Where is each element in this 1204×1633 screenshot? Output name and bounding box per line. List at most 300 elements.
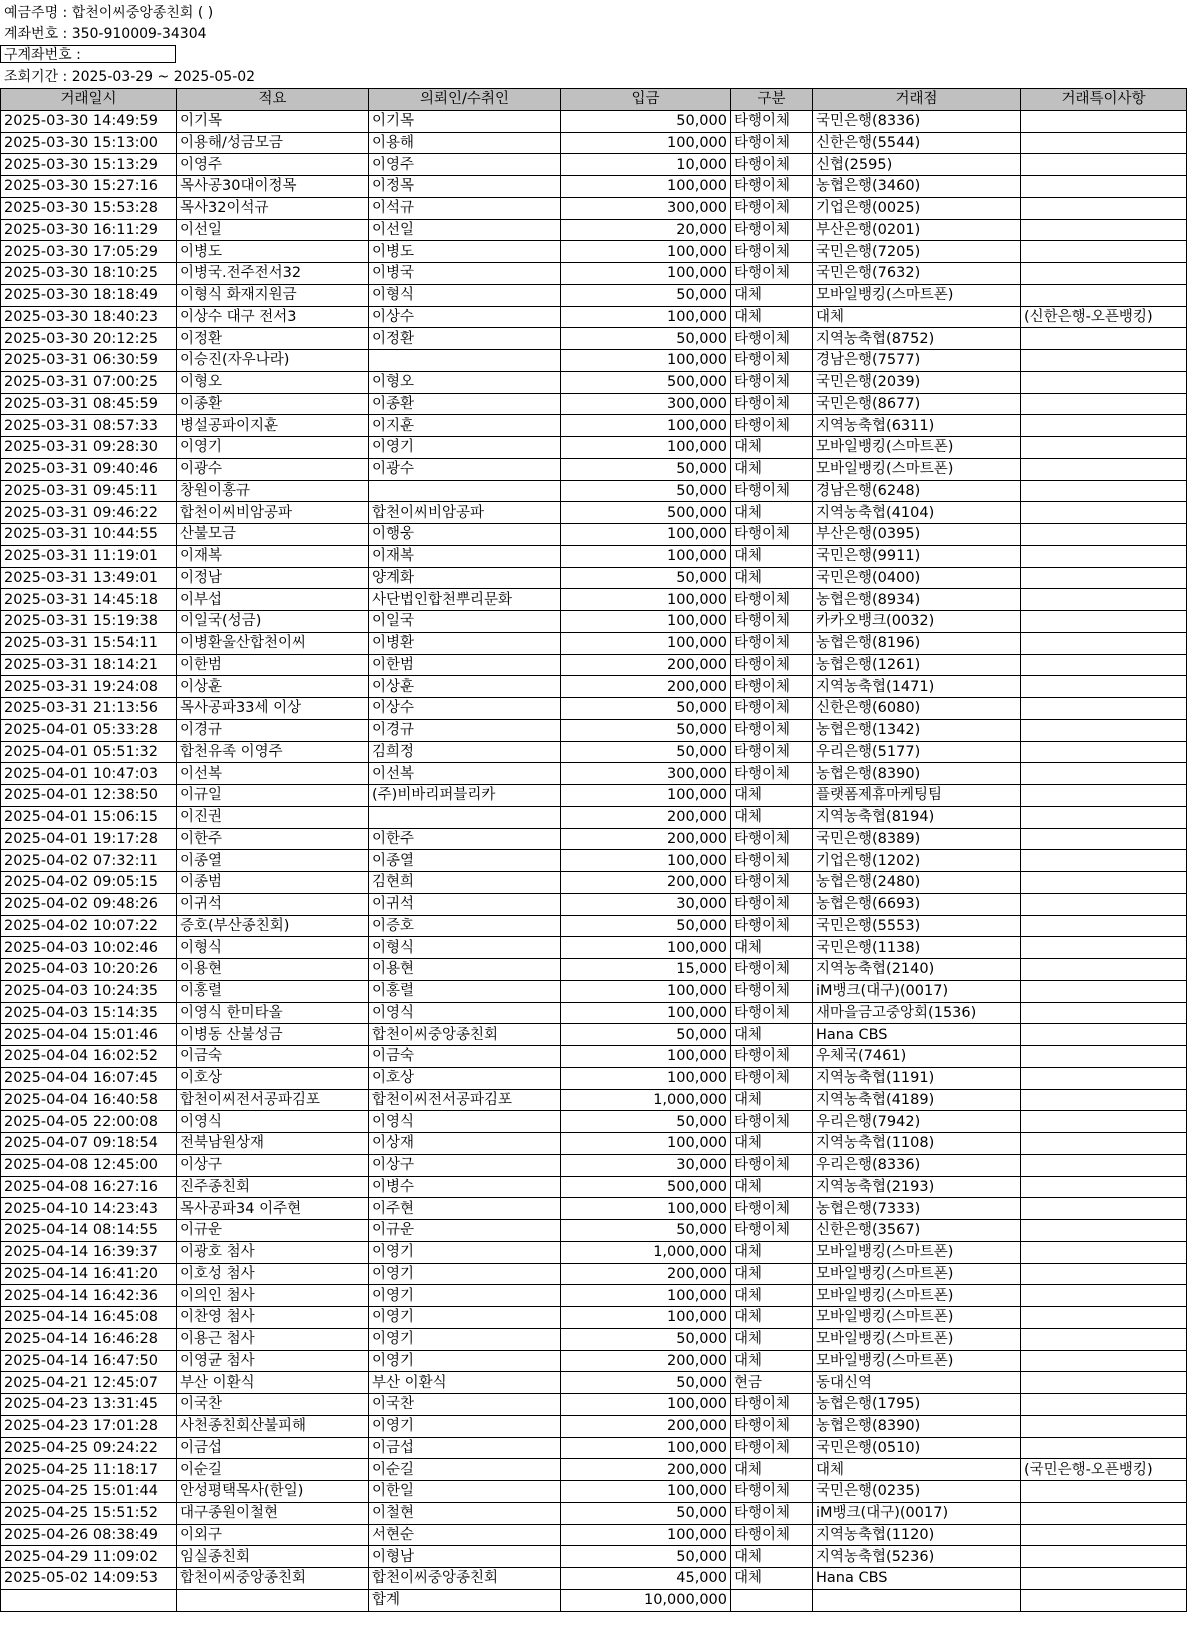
- cell-branch: 지역농축협(8752): [813, 328, 1021, 350]
- table-row: [1, 154, 1187, 176]
- cell-branch: 대체: [813, 306, 1021, 328]
- table-row: [1, 241, 1187, 263]
- table-row: [1, 1502, 1187, 1524]
- cell-sender: 이병도: [369, 241, 561, 263]
- table-row: [1, 741, 1187, 763]
- cell-deposit: 100,000: [561, 132, 731, 154]
- cell-notes: [1021, 1024, 1187, 1046]
- cell-branch: 지역농축협(1108): [813, 1133, 1021, 1155]
- cell-branch: 기업은행(0025): [813, 197, 1021, 219]
- cell-datetime: 2025-04-01 05:33:28: [1, 719, 177, 741]
- cell-branch: 국민은행(8389): [813, 828, 1021, 850]
- cell-sender: 이선복: [369, 763, 561, 785]
- cell-notes: [1021, 1372, 1187, 1394]
- table-row: [1, 1111, 1187, 1133]
- cell-datetime: 2025-04-14 16:39:37: [1, 1241, 177, 1263]
- cell-branch: 경남은행(7577): [813, 350, 1021, 372]
- table-row: [1, 1437, 1187, 1459]
- cell-deposit: 300,000: [561, 393, 731, 415]
- cell-notes: [1021, 806, 1187, 828]
- cell-deposit: 500,000: [561, 371, 731, 393]
- cell-type: 타행이체: [731, 1154, 813, 1176]
- cell-deposit: 100,000: [561, 1002, 731, 1024]
- cell-type: 타행이체: [731, 132, 813, 154]
- cell-datetime: 2025-03-31 09:28:30: [1, 437, 177, 459]
- cell-branch: 지역농축협(2193): [813, 1176, 1021, 1198]
- cell-datetime: 2025-04-04 16:07:45: [1, 1067, 177, 1089]
- cell-memo: 이영식: [177, 1111, 369, 1133]
- table-row: [1, 806, 1187, 828]
- table-row: [1, 1546, 1187, 1568]
- cell-branch: 동대신역: [813, 1372, 1021, 1394]
- cell-sender: 김희정: [369, 741, 561, 763]
- col-header-notes: 거래특이사항: [1021, 89, 1187, 111]
- cell-deposit: 200,000: [561, 654, 731, 676]
- cell-notes: [1021, 1067, 1187, 1089]
- cell-deposit: 100,000: [561, 350, 731, 372]
- cell-sender: 이영식: [369, 1002, 561, 1024]
- cell-deposit: 50,000: [561, 458, 731, 480]
- cell-type: 대체: [731, 1241, 813, 1263]
- cell-datetime: 2025-04-04 16:02:52: [1, 1046, 177, 1068]
- cell-notes: [1021, 1002, 1187, 1024]
- cell-type: 타행이체: [731, 1220, 813, 1242]
- cell-sender: 이한일: [369, 1481, 561, 1503]
- cell-branch: 경남은행(6248): [813, 480, 1021, 502]
- cell-notes: [1021, 1133, 1187, 1155]
- cell-memo: 목사32이석규: [177, 197, 369, 219]
- cell-branch: 국민은행(8336): [813, 110, 1021, 132]
- cell-notes: [1021, 676, 1187, 698]
- cell-branch: 농협은행(8196): [813, 632, 1021, 654]
- cell-branch: 우리은행(5177): [813, 741, 1021, 763]
- cell-branch: 우리은행(7942): [813, 1111, 1021, 1133]
- table-row: [1, 1046, 1187, 1068]
- cell-datetime: 2025-03-31 19:24:08: [1, 676, 177, 698]
- cell-deposit: 45,000: [561, 1568, 731, 1590]
- cell-type: 대체: [731, 1263, 813, 1285]
- cell-branch: 농협은행(1261): [813, 654, 1021, 676]
- cell-type: 대체: [731, 1089, 813, 1111]
- cell-deposit: 100,000: [561, 1285, 731, 1307]
- cell-memo: 이상훈: [177, 676, 369, 698]
- cell-datetime: 2025-03-31 06:30:59: [1, 350, 177, 372]
- cell-branch: iM뱅크(대구)(0017): [813, 1502, 1021, 1524]
- cell-sender: 이주현: [369, 1198, 561, 1220]
- cell-deposit: 100,000: [561, 176, 731, 198]
- cell-sender: 이영기: [369, 1263, 561, 1285]
- cell-deposit: 50,000: [561, 328, 731, 350]
- cell-deposit: 300,000: [561, 197, 731, 219]
- cell-memo: 이규일: [177, 785, 369, 807]
- cell-notes: [1021, 524, 1187, 546]
- cell-sender: 합천이씨비암공파: [369, 502, 561, 524]
- cell-notes: [1021, 545, 1187, 567]
- cell-datetime: 2025-03-31 10:44:55: [1, 524, 177, 546]
- cell-notes: [1021, 284, 1187, 306]
- cell-sender: 김현희: [369, 872, 561, 894]
- cell-memo: 이금섭: [177, 1437, 369, 1459]
- cell-sender: 이금섭: [369, 1437, 561, 1459]
- cell-type: 대체: [731, 1459, 813, 1481]
- total-empty-cell: [731, 1589, 813, 1611]
- cell-type: 대체: [731, 502, 813, 524]
- total-amount: 10,000,000: [561, 1589, 731, 1611]
- cell-branch: 국민은행(0400): [813, 567, 1021, 589]
- table-row: [1, 458, 1187, 480]
- cell-datetime: 2025-04-01 05:51:32: [1, 741, 177, 763]
- cell-type: 타행이체: [731, 959, 813, 981]
- cell-memo: 이국찬: [177, 1394, 369, 1416]
- cell-type: 대체: [731, 1350, 813, 1372]
- cell-memo: 이선일: [177, 219, 369, 241]
- cell-notes: [1021, 393, 1187, 415]
- cell-type: 타행이체: [731, 1481, 813, 1503]
- cell-datetime: 2025-04-01 19:17:28: [1, 828, 177, 850]
- cell-type: 대체: [731, 937, 813, 959]
- cell-sender: 이병수: [369, 1176, 561, 1198]
- col-header-datetime: 거래일시: [1, 89, 177, 111]
- cell-branch: iM뱅크(대구)(0017): [813, 980, 1021, 1002]
- cell-branch: 농협은행(6693): [813, 893, 1021, 915]
- cell-deposit: 200,000: [561, 1459, 731, 1481]
- table-row: [1, 132, 1187, 154]
- cell-deposit: 100,000: [561, 1437, 731, 1459]
- cell-type: 타행이체: [731, 110, 813, 132]
- cell-memo: 목사공30대이정목: [177, 176, 369, 198]
- total-empty-cell: [177, 1589, 369, 1611]
- cell-memo: 사천종친회산불피해: [177, 1415, 369, 1437]
- cell-sender: 이정목: [369, 176, 561, 198]
- table-row: [1, 1350, 1187, 1372]
- cell-memo: 이형식: [177, 937, 369, 959]
- cell-datetime: 2025-03-31 09:45:11: [1, 480, 177, 502]
- cell-sender: 양계화: [369, 567, 561, 589]
- cell-datetime: 2025-03-30 15:13:00: [1, 132, 177, 154]
- cell-type: 타행이체: [731, 263, 813, 285]
- cell-type: 타행이체: [731, 698, 813, 720]
- cell-branch: 플랫폼제휴마케팅팀: [813, 785, 1021, 807]
- cell-branch: 우리은행(8336): [813, 1154, 1021, 1176]
- cell-datetime: 2025-03-31 11:19:01: [1, 545, 177, 567]
- cell-datetime: 2025-04-08 12:45:00: [1, 1154, 177, 1176]
- cell-branch: 신한은행(5544): [813, 132, 1021, 154]
- table-row: [1, 1220, 1187, 1242]
- cell-sender: 이지훈: [369, 415, 561, 437]
- cell-deposit: 50,000: [561, 284, 731, 306]
- cell-datetime: 2025-03-31 15:54:11: [1, 632, 177, 654]
- cell-notes: [1021, 1176, 1187, 1198]
- cell-deposit: 100,000: [561, 850, 731, 872]
- cell-sender: 부산 이환식: [369, 1372, 561, 1394]
- table-row: [1, 872, 1187, 894]
- cell-type: 타행이체: [731, 763, 813, 785]
- cell-branch: 지역농축협(2140): [813, 959, 1021, 981]
- cell-notes: (국민은행-오픈뱅킹): [1021, 1459, 1187, 1481]
- cell-datetime: 2025-04-02 09:05:15: [1, 872, 177, 894]
- table-row: [1, 284, 1187, 306]
- cell-deposit: 30,000: [561, 893, 731, 915]
- cell-notes: [1021, 1568, 1187, 1590]
- cell-deposit: 100,000: [561, 263, 731, 285]
- cell-type: 타행이체: [731, 1002, 813, 1024]
- cell-type: 타행이체: [731, 850, 813, 872]
- header-row: [1, 89, 1187, 111]
- cell-memo: 이찬영 첨사: [177, 1307, 369, 1329]
- cell-memo: 이형식 화재지원금: [177, 284, 369, 306]
- cell-notes: [1021, 1394, 1187, 1416]
- cell-notes: [1021, 437, 1187, 459]
- cell-branch: 지역농축협(6311): [813, 415, 1021, 437]
- cell-sender: 이철현: [369, 1502, 561, 1524]
- cell-sender: [369, 806, 561, 828]
- table-row: [1, 1133, 1187, 1155]
- cell-branch: 부산은행(0395): [813, 524, 1021, 546]
- cell-type: 타행이체: [731, 350, 813, 372]
- table-row: [1, 502, 1187, 524]
- cell-datetime: 2025-04-26 08:38:49: [1, 1524, 177, 1546]
- table-row: [1, 654, 1187, 676]
- table-row: [1, 980, 1187, 1002]
- cell-deposit: 100,000: [561, 1307, 731, 1329]
- cell-notes: [1021, 1502, 1187, 1524]
- cell-deposit: 100,000: [561, 980, 731, 1002]
- table-row: [1, 263, 1187, 285]
- cell-type: 타행이체: [731, 393, 813, 415]
- cell-notes: [1021, 1198, 1187, 1220]
- cell-sender: 이형식: [369, 284, 561, 306]
- old-account-number: [0, 45, 81, 65]
- cell-branch: 지역농축협(4189): [813, 1089, 1021, 1111]
- cell-notes: [1021, 1437, 1187, 1459]
- cell-deposit: 200,000: [561, 872, 731, 894]
- cell-deposit: 100,000: [561, 415, 731, 437]
- cell-branch: 모바일뱅킹(스마트폰): [813, 437, 1021, 459]
- cell-branch: 농협은행(3460): [813, 176, 1021, 198]
- cell-branch: 신협(2595): [813, 154, 1021, 176]
- cell-notes: (신한은행-오픈뱅킹): [1021, 306, 1187, 328]
- cell-notes: [1021, 132, 1187, 154]
- cell-notes: [1021, 893, 1187, 915]
- old-account-box: [0, 45, 176, 63]
- cell-branch: 지역농축협(1120): [813, 1524, 1021, 1546]
- cell-notes: [1021, 350, 1187, 372]
- cell-deposit: 200,000: [561, 1263, 731, 1285]
- cell-sender: 이상구: [369, 1154, 561, 1176]
- cell-sender: 이광수: [369, 458, 561, 480]
- table-row: [1, 915, 1187, 937]
- table-row: [1, 306, 1187, 328]
- table-row: [1, 937, 1187, 959]
- cell-type: 대체: [731, 306, 813, 328]
- cell-notes: [1021, 567, 1187, 589]
- cell-notes: [1021, 785, 1187, 807]
- table-row: [1, 698, 1187, 720]
- cell-datetime: 2025-04-14 16:41:20: [1, 1263, 177, 1285]
- cell-sender: 이용현: [369, 959, 561, 981]
- cell-notes: [1021, 480, 1187, 502]
- cell-sender: 이증호: [369, 915, 561, 937]
- cell-sender: 이용해: [369, 132, 561, 154]
- cell-memo: 이의인 첨사: [177, 1285, 369, 1307]
- cell-type: 타행이체: [731, 219, 813, 241]
- cell-sender: 이행웅: [369, 524, 561, 546]
- cell-type: 타행이체: [731, 328, 813, 350]
- table-row: [1, 1328, 1187, 1350]
- table-row: [1, 524, 1187, 546]
- table-row: [1, 1481, 1187, 1503]
- cell-memo: 이순길: [177, 1459, 369, 1481]
- cell-memo: 합천이씨비암공파: [177, 502, 369, 524]
- cell-sender: 이영기: [369, 1350, 561, 1372]
- cell-notes: [1021, 1220, 1187, 1242]
- cell-type: 대체: [731, 1024, 813, 1046]
- cell-memo: 증호(부산종친회): [177, 915, 369, 937]
- table-row: [1, 763, 1187, 785]
- table-row: [1, 1568, 1187, 1590]
- cell-deposit: 50,000: [561, 480, 731, 502]
- cell-deposit: 300,000: [561, 763, 731, 785]
- total-empty-cell: [1021, 1589, 1187, 1611]
- cell-type: 타행이체: [731, 1394, 813, 1416]
- cell-deposit: 100,000: [561, 1133, 731, 1155]
- cell-notes: [1021, 1241, 1187, 1263]
- cell-sender: 이경규: [369, 719, 561, 741]
- table-row: [1, 567, 1187, 589]
- cell-notes: [1021, 872, 1187, 894]
- cell-datetime: 2025-04-04 16:40:58: [1, 1089, 177, 1111]
- cell-type: 대체: [731, 1133, 813, 1155]
- cell-type: 대체: [731, 1285, 813, 1307]
- cell-sender: 합천이씨중앙종친회: [369, 1568, 561, 1590]
- cell-branch: 우체국(7461): [813, 1046, 1021, 1068]
- cell-datetime: 2025-04-23 17:01:28: [1, 1415, 177, 1437]
- cell-notes: [1021, 197, 1187, 219]
- cell-memo: 산불모금: [177, 524, 369, 546]
- cell-datetime: 2025-03-31 07:00:25: [1, 371, 177, 393]
- cell-notes: [1021, 850, 1187, 872]
- table-row: [1, 632, 1187, 654]
- cell-deposit: 50,000: [561, 110, 731, 132]
- cell-type: 타행이체: [731, 1067, 813, 1089]
- cell-memo: 창원이홍규: [177, 480, 369, 502]
- cell-sender: 이상수: [369, 698, 561, 720]
- cell-datetime: 2025-04-10 14:23:43: [1, 1198, 177, 1220]
- cell-deposit: 50,000: [561, 1502, 731, 1524]
- cell-memo: 부산 이환식: [177, 1372, 369, 1394]
- cell-sender: 이형식: [369, 937, 561, 959]
- cell-branch: 모바일뱅킹(스마트폰): [813, 1241, 1021, 1263]
- cell-deposit: 200,000: [561, 828, 731, 850]
- cell-deposit: 200,000: [561, 1350, 731, 1372]
- cell-memo: 이종범: [177, 872, 369, 894]
- cell-notes: [1021, 959, 1187, 981]
- cell-branch: 국민은행(5553): [813, 915, 1021, 937]
- cell-datetime: 2025-04-03 10:24:35: [1, 980, 177, 1002]
- cell-type: 대체: [731, 785, 813, 807]
- cell-notes: [1021, 154, 1187, 176]
- cell-type: 타행이체: [731, 654, 813, 676]
- cell-datetime: 2025-04-23 13:31:45: [1, 1394, 177, 1416]
- cell-notes: [1021, 937, 1187, 959]
- cell-sender: 이종환: [369, 393, 561, 415]
- cell-branch: 지역농축협(4104): [813, 502, 1021, 524]
- cell-memo: 병설공파이지훈: [177, 415, 369, 437]
- cell-datetime: 2025-04-02 09:48:26: [1, 893, 177, 915]
- cell-deposit: 100,000: [561, 1067, 731, 1089]
- cell-sender: 이일국: [369, 611, 561, 633]
- transaction-table: [0, 88, 1187, 1612]
- cell-type: 타행이체: [731, 632, 813, 654]
- cell-sender: 이영주: [369, 154, 561, 176]
- cell-sender: 이상수: [369, 306, 561, 328]
- cell-notes: [1021, 828, 1187, 850]
- cell-datetime: 2025-04-07 09:18:54: [1, 1133, 177, 1155]
- table-row: [1, 1024, 1187, 1046]
- cell-sender: 이귀석: [369, 893, 561, 915]
- cell-notes: [1021, 1350, 1187, 1372]
- cell-memo: 이경규: [177, 719, 369, 741]
- cell-notes: [1021, 371, 1187, 393]
- cell-sender: 이국찬: [369, 1394, 561, 1416]
- cell-memo: 이상구: [177, 1154, 369, 1176]
- cell-deposit: 30,000: [561, 1154, 731, 1176]
- cell-datetime: 2025-04-05 22:00:08: [1, 1111, 177, 1133]
- cell-memo: 이용해/성금모금: [177, 132, 369, 154]
- table-row: [1, 1263, 1187, 1285]
- cell-type: 대체: [731, 806, 813, 828]
- cell-memo: 이재복: [177, 545, 369, 567]
- cell-datetime: 2025-04-14 16:45:08: [1, 1307, 177, 1329]
- cell-sender: [369, 480, 561, 502]
- cell-notes: [1021, 176, 1187, 198]
- cell-notes: [1021, 980, 1187, 1002]
- cell-sender: 이영기: [369, 437, 561, 459]
- cell-datetime: 2025-04-14 16:47:50: [1, 1350, 177, 1372]
- cell-sender: 이선일: [369, 219, 561, 241]
- cell-sender: 이영기: [369, 1307, 561, 1329]
- cell-type: 타행이체: [731, 176, 813, 198]
- cell-branch: 신한은행(6080): [813, 698, 1021, 720]
- cell-deposit: 100,000: [561, 1524, 731, 1546]
- cell-memo: 이홍렬: [177, 980, 369, 1002]
- cell-memo: 이광수: [177, 458, 369, 480]
- cell-type: 타행이체: [731, 241, 813, 263]
- cell-datetime: 2025-03-30 16:11:29: [1, 219, 177, 241]
- cell-branch: 국민은행(1138): [813, 937, 1021, 959]
- cell-datetime: 2025-03-30 18:10:25: [1, 263, 177, 285]
- cell-deposit: 100,000: [561, 524, 731, 546]
- cell-branch: 모바일뱅킹(스마트폰): [813, 284, 1021, 306]
- table-row: [1, 328, 1187, 350]
- table-row: [1, 1241, 1187, 1263]
- cell-sender: 이영기: [369, 1415, 561, 1437]
- cell-notes: [1021, 1481, 1187, 1503]
- cell-type: 대체: [731, 458, 813, 480]
- cell-branch: 국민은행(0235): [813, 1481, 1021, 1503]
- cell-deposit: 100,000: [561, 611, 731, 633]
- cell-branch: 농협은행(8934): [813, 589, 1021, 611]
- table-row: [1, 959, 1187, 981]
- cell-type: 타행이체: [731, 524, 813, 546]
- cell-type: 타행이체: [731, 1198, 813, 1220]
- cell-notes: [1021, 1415, 1187, 1437]
- cell-type: 타행이체: [731, 676, 813, 698]
- cell-notes: [1021, 219, 1187, 241]
- cell-branch: 국민은행(8677): [813, 393, 1021, 415]
- col-header-sender: 의뢰인/수취인: [369, 89, 561, 111]
- cell-deposit: 20,000: [561, 219, 731, 241]
